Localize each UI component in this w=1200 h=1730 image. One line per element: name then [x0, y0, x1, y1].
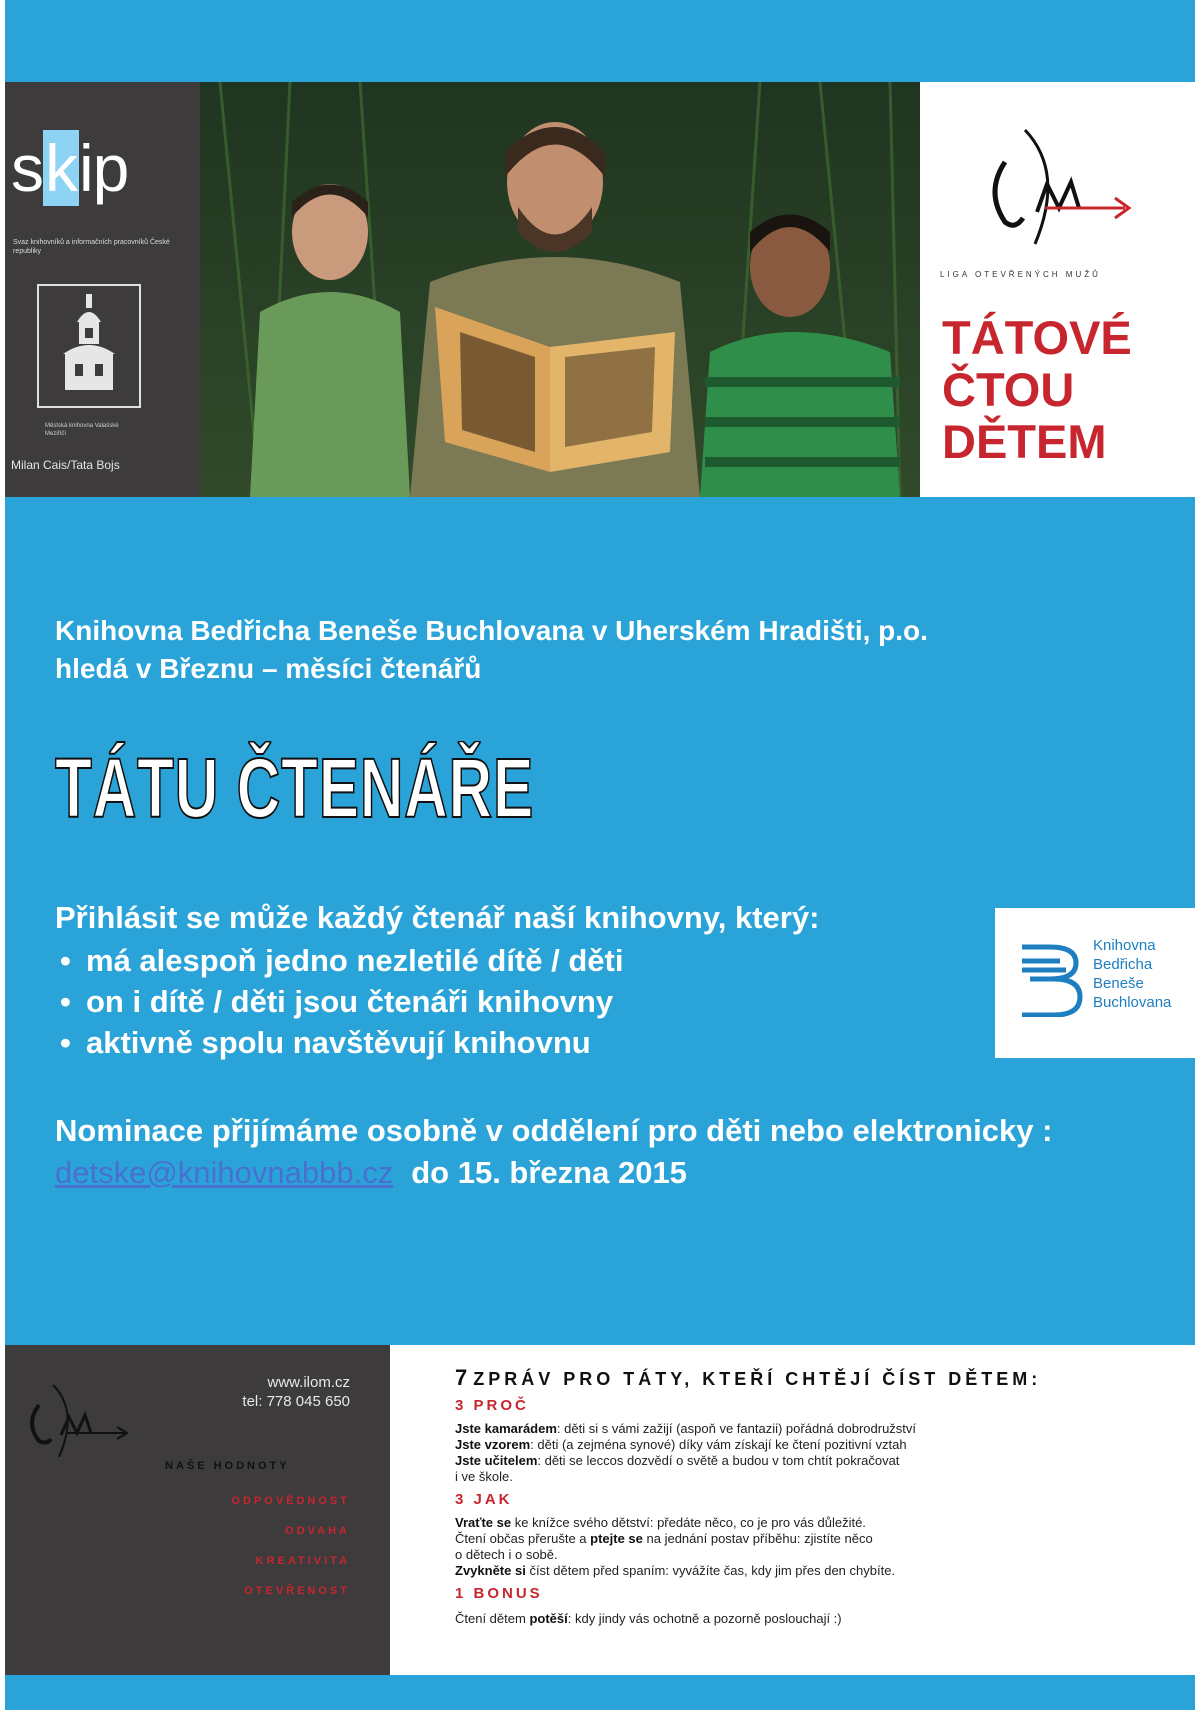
list-item [60, 981, 623, 1022]
tip-line [455, 1547, 1195, 1563]
tips-title-text: ZPRÁV PRO TÁTY, KTEŘÍ CHTĚJÍ ČÍST DĚTEM: [473, 1369, 1042, 1389]
campaign-title [942, 312, 1132, 468]
library-logo-line: Bedřicha [1093, 956, 1153, 973]
intro-line: hledá v Březnu – měsíci čtenářů [55, 653, 482, 684]
tip-text: Čtení dětem [455, 1611, 530, 1626]
building-caption: Městská knihovna Valašské Meziříčí [45, 423, 119, 437]
phone-number: tel: 778 045 650 [242, 1393, 350, 1410]
tips-title [455, 1365, 1041, 1391]
library-building-icon [37, 284, 141, 408]
tip-text: : děti si s vámi zažijí (aspoň ve fantazii) pořádná dobrodružství [556, 1421, 917, 1436]
bullet-icon: • [60, 943, 71, 978]
tip-bold: ptejte se [590, 1531, 643, 1546]
lom-caption: LIGA OTEVŘENÝCH MUŽŮ [940, 270, 1101, 279]
email-link[interactable]: detske@knihovnabbb.cz [55, 1155, 394, 1190]
headline: TÁTU ČTENÁŘE [55, 741, 535, 835]
skip-panel [5, 82, 200, 497]
tip-text: ke knížce svého dětství: předáte něco, co je pro vás důležité. [511, 1515, 866, 1530]
website-link[interactable]: www.ilom.cz [267, 1374, 350, 1391]
tips-panel [390, 1345, 1195, 1675]
tip-line [455, 1515, 1195, 1531]
tip-bold: Vraťte se [455, 1515, 512, 1530]
contact-block [242, 1373, 350, 1411]
tip-line [455, 1531, 1195, 1547]
footer-left-panel [5, 1345, 390, 1675]
tip-text: : děti se leccos dozvědí o světě a budou v tom chtít pokračovat [537, 1453, 900, 1468]
why-heading: 3 PROČ [455, 1397, 529, 1414]
tip-text: o dětech i o sobě. [455, 1547, 558, 1562]
deadline-text: do 15. března 2015 [411, 1155, 687, 1190]
tip-text: : děti (a zejména synové) díky vám získají ke čtení pozitivní vztah [530, 1437, 907, 1452]
banner [5, 82, 1195, 497]
library-logo [995, 908, 1195, 1058]
tip-text: : kdy jindy vás ochotně a pozorně poslouchají :) [567, 1611, 842, 1626]
lom-panel [920, 82, 1195, 497]
conditions-list [60, 940, 623, 1063]
tip-bold: Jste vzorem [455, 1437, 531, 1452]
library-logo-line: Beneše [1093, 975, 1144, 992]
intro-text [55, 612, 928, 688]
value-item: KREATIVITA [255, 1555, 350, 1567]
poster [5, 0, 1195, 1710]
bullet-icon: • [60, 984, 71, 1019]
tip-bold: Jste učitelem [455, 1453, 538, 1468]
library-logo-line: Buchlovana [1093, 994, 1172, 1011]
campaign-line: ČTOU [942, 363, 1075, 416]
tip-line [455, 1611, 1195, 1627]
lom-logo-small [17, 1381, 137, 1466]
tip-line [455, 1453, 1195, 1469]
nomination-line: Nominace přijímáme osobně v oddělení pro děti nebo elektronicky : [55, 1113, 1053, 1148]
tip-line [455, 1469, 1195, 1485]
nomination-contact [55, 1152, 1052, 1194]
condition-text: má alespoň jedno nezletilé dítě / děti [86, 943, 624, 978]
tip-line [455, 1437, 1195, 1453]
tip-line [455, 1421, 1195, 1437]
skip-subtitle: Svaz knihovníků a informačních pracovníků České republiky [13, 239, 170, 255]
nomination-text [55, 1110, 1052, 1194]
tip-bold: potěší [529, 1611, 568, 1626]
intro-line: Knihovna Bedřicha Beneše Buchlovana v Uherském Hradišti, p.o. [55, 615, 928, 646]
library-logo-line: Knihovna [1093, 937, 1156, 954]
tips-number: 7 [455, 1365, 468, 1390]
library-logo-text [1093, 936, 1171, 1012]
tip-line [455, 1563, 1195, 1579]
campaign-line: TÁTOVÉ [942, 311, 1132, 364]
bonus-heading: 1 BONUS [455, 1585, 543, 1602]
condition-text: on i dítě / děti jsou čtenáři knihovny [86, 984, 614, 1019]
tip-text: číst dětem před spaním: vyvážíte čas, kdy jim přes den chybíte. [525, 1563, 896, 1578]
bullet-icon: • [60, 1025, 71, 1060]
condition-text: aktivně spolu navštěvují knihovnu [86, 1025, 591, 1060]
value-item: OTEVŘENOST [244, 1585, 350, 1597]
father-reading-photo [200, 82, 920, 497]
skip-logo-k: k [45, 131, 77, 205]
tip-text: Čtení občas přerušte a [455, 1531, 591, 1546]
library-b-icon [1020, 943, 1084, 1017]
tip-text: na jednání postav příběhu: zjistíte něco [642, 1531, 873, 1546]
value-item: ODPOVĚDNOST [231, 1495, 350, 1507]
skip-logo-s: s [11, 131, 43, 205]
how-heading: 3 JAK [455, 1491, 513, 1508]
values-heading: NAŠE HODNOTY [165, 1460, 290, 1472]
tip-bold: Zvykněte si [455, 1563, 526, 1578]
conditions-lead: Přihlásit se může každý čtenář naší knihovny, který: [55, 900, 820, 935]
lom-logo [975, 122, 1145, 257]
value-item: ODVAHA [285, 1525, 350, 1537]
tip-text: i ve škole. [455, 1469, 513, 1484]
list-item [60, 940, 623, 981]
skip-logo [11, 130, 128, 206]
photo-credit: Milan Cais/Tata Bojs [11, 458, 120, 472]
list-item [60, 1022, 623, 1063]
skip-logo-ip: ip [79, 131, 129, 205]
campaign-line: DĚTEM [942, 415, 1107, 468]
tip-bold: Jste kamarádem [455, 1421, 557, 1436]
